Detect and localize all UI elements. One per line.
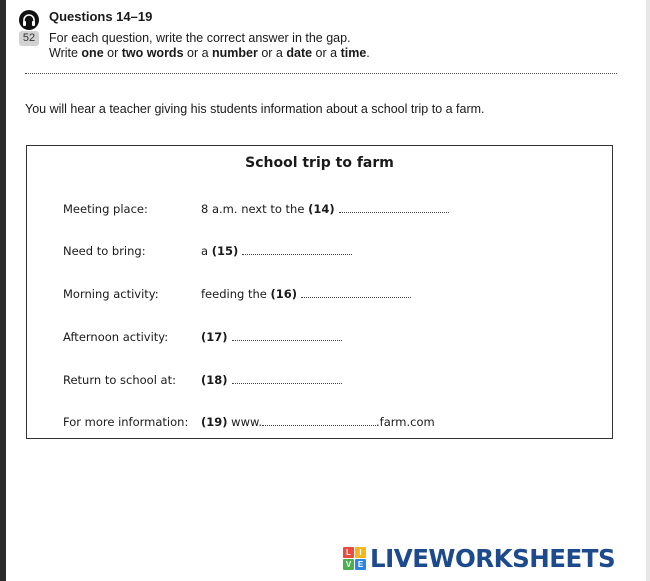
dotted-divider	[25, 73, 617, 74]
answer-gap-14[interactable]	[339, 204, 449, 213]
questions-title: Questions 14–19	[49, 9, 153, 24]
row-answer	[201, 330, 342, 344]
form-row-meeting-place	[27, 202, 612, 222]
instruction-line-1: For each question, write the correct answer in the gap.	[49, 31, 351, 45]
answer-gap-19[interactable]	[262, 417, 376, 426]
liveworksheets-logo-text: LIVEWORKSHEETS	[370, 543, 616, 573]
liveworksheets-logo	[343, 545, 615, 571]
answer-gap-15[interactable]	[242, 246, 352, 255]
row-label: Return to school at:	[63, 373, 176, 387]
headphones-icon	[19, 10, 39, 30]
row-label: Need to bring:	[63, 244, 146, 258]
notes-form-box	[26, 145, 613, 439]
answer-gap-17[interactable]	[232, 332, 342, 341]
row-answer: 8 a.m. next to the (14)	[201, 202, 449, 216]
liveworksheets-logo-icon: L I V E	[343, 547, 366, 570]
form-row-morning-activity	[27, 287, 612, 307]
question-number: (19)	[201, 415, 228, 429]
row-answer: feeding the (16)	[201, 287, 411, 301]
row-answer: (19) www. .farm.com	[201, 415, 435, 429]
form-row-more-information	[27, 415, 612, 435]
form-row-afternoon-activity	[27, 330, 612, 350]
left-border-bar	[0, 0, 6, 581]
form-row-need-to-bring	[27, 244, 612, 264]
row-label: Meeting place:	[63, 202, 148, 216]
intro-text: You will hear a teacher giving his students information about a school trip to a farm.	[25, 102, 485, 116]
row-answer	[201, 373, 342, 387]
form-title: School trip to farm	[245, 155, 394, 171]
answer-gap-16[interactable]	[301, 289, 411, 298]
row-label: Afternoon activity:	[63, 330, 169, 344]
row-label: For more information:	[63, 415, 189, 429]
question-number: (14)	[308, 202, 335, 216]
question-number: (16)	[270, 287, 297, 301]
instruction-line-2: Write one or two words or a number or a date or a time.	[49, 46, 370, 60]
row-answer: a (15)	[201, 244, 352, 258]
question-number: (17)	[201, 330, 228, 344]
form-row-return-time	[27, 373, 612, 393]
question-number: (15)	[211, 244, 239, 258]
answer-gap-18[interactable]	[232, 375, 342, 384]
question-number: (18)	[201, 373, 228, 387]
track-number-badge: 52	[19, 31, 39, 46]
right-scroll-edge	[646, 0, 650, 581]
row-label: Morning activity:	[63, 287, 159, 301]
